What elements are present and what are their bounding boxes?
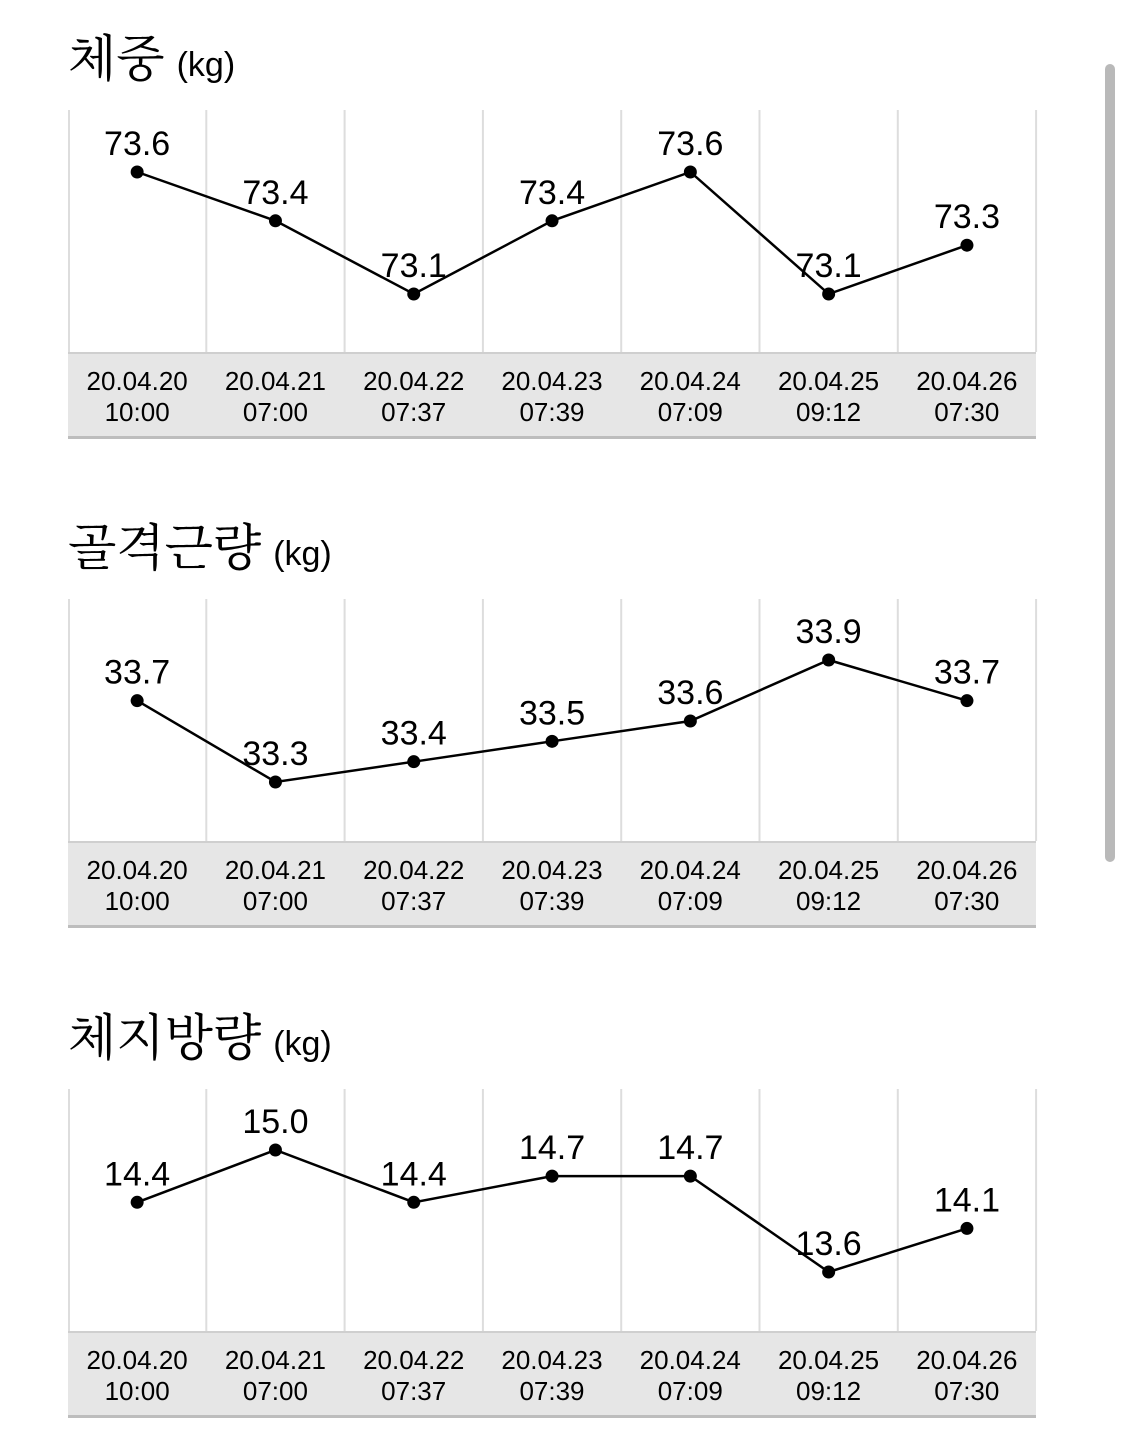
x-tick-label xyxy=(621,1333,759,1415)
data-point xyxy=(684,1170,697,1183)
x-tick-label xyxy=(483,843,621,925)
x-tick-time: 07:00 xyxy=(242,397,308,427)
data-label: 73.3 xyxy=(933,198,1001,237)
data-label: 73.6 xyxy=(104,125,171,163)
data-label: 73.1 xyxy=(795,247,862,285)
x-tick-label xyxy=(759,354,897,436)
x-tick-time: 07:37 xyxy=(381,886,447,916)
data-point xyxy=(269,776,282,789)
data-point xyxy=(546,735,559,748)
x-tick-date: 20.04.26 xyxy=(916,855,1018,885)
data-point xyxy=(960,239,973,252)
x-tick-time: 07:00 xyxy=(242,1376,308,1406)
x-tick-time: 10:00 xyxy=(104,1376,170,1406)
x-tick-time: 07:30 xyxy=(934,886,1000,916)
data-label: 14.4 xyxy=(380,1155,447,1194)
data-label: 33.3 xyxy=(242,735,309,773)
x-tick-label xyxy=(483,354,621,436)
data-point xyxy=(684,715,697,728)
data-point xyxy=(960,694,973,707)
x-tick-label xyxy=(68,1333,206,1415)
x-tick-date: 20.04.25 xyxy=(777,1345,880,1375)
data-point xyxy=(131,694,144,707)
x-tick-time: 07:39 xyxy=(519,886,585,916)
data-label: 14.4 xyxy=(104,1155,171,1194)
data-point xyxy=(407,1196,420,1209)
x-tick-date: 20.04.24 xyxy=(639,366,741,396)
data-label: 33.7 xyxy=(104,653,171,692)
data-point xyxy=(407,755,420,768)
x-tick-date: 20.04.24 xyxy=(639,855,741,885)
x-tick-label xyxy=(621,843,759,925)
chart-unit: (kg) xyxy=(176,46,236,84)
x-tick-date: 20.04.22 xyxy=(363,1345,465,1375)
data-point xyxy=(131,166,144,179)
x-tick-label xyxy=(68,843,206,925)
data-label: 13.6 xyxy=(795,1225,862,1263)
x-tick-label xyxy=(345,843,483,925)
data-label: 14.1 xyxy=(933,1181,1001,1220)
vertical-scrollbar[interactable] xyxy=(1105,64,1115,862)
x-tick-time: 07:30 xyxy=(934,397,1000,427)
chart-unit: (kg) xyxy=(273,535,332,573)
x-tick-date: 20.04.26 xyxy=(916,366,1018,396)
data-label: 73.4 xyxy=(518,173,586,212)
x-tick-date: 20.04.23 xyxy=(501,1345,603,1375)
x-tick-label xyxy=(898,354,1036,436)
x-tick-date: 20.04.22 xyxy=(363,855,465,885)
x-tick-time: 07:37 xyxy=(381,397,447,427)
x-tick-label xyxy=(206,1333,344,1415)
chart-svg xyxy=(68,1089,1036,1331)
chart-title-text: 골격근량 xyxy=(68,519,262,577)
x-tick-time: 07:09 xyxy=(657,397,723,427)
x-tick-label xyxy=(68,354,206,436)
x-tick-time: 07:39 xyxy=(519,1376,585,1406)
skeletal-muscle-line-chart xyxy=(68,599,1036,929)
x-tick-label xyxy=(206,843,344,925)
x-tick-label xyxy=(206,354,344,436)
x-tick-date: 20.04.21 xyxy=(224,855,327,885)
x-tick-time: 07:30 xyxy=(934,1376,1000,1406)
data-point xyxy=(822,288,835,301)
x-tick-time: 09:12 xyxy=(796,397,862,427)
x-tick-time: 09:12 xyxy=(796,1376,862,1406)
data-point xyxy=(822,1266,835,1279)
x-tick-time: 07:09 xyxy=(657,1376,723,1406)
data-point xyxy=(960,1222,973,1235)
data-point xyxy=(407,288,420,301)
x-tick-time: 07:09 xyxy=(657,886,723,916)
data-label: 73.6 xyxy=(657,125,724,163)
x-tick-date: 20.04.23 xyxy=(501,855,603,885)
data-point xyxy=(131,1196,144,1209)
chart-title xyxy=(68,30,236,88)
x-tick-label xyxy=(759,1333,897,1415)
chart-unit: (kg) xyxy=(273,1025,332,1063)
x-tick-date: 20.04.24 xyxy=(639,1345,741,1375)
x-tick-label xyxy=(483,1333,621,1415)
x-tick-label xyxy=(898,843,1036,925)
x-tick-date: 20.04.20 xyxy=(86,1345,188,1375)
data-label: 33.5 xyxy=(518,694,586,733)
x-tick-time: 07:37 xyxy=(381,1376,447,1406)
chart-title-text: 체지방량 xyxy=(68,1009,262,1067)
x-tick-date: 20.04.20 xyxy=(86,366,188,396)
data-label: 14.7 xyxy=(518,1129,586,1168)
x-tick-time: 07:00 xyxy=(242,886,308,916)
x-tick-label xyxy=(621,354,759,436)
data-point xyxy=(822,654,835,667)
data-point xyxy=(269,1144,282,1157)
data-label: 33.4 xyxy=(380,714,447,753)
x-tick-time: 10:00 xyxy=(104,886,170,916)
chart-svg xyxy=(68,110,1036,352)
chart-title xyxy=(68,519,332,577)
x-tick-date: 20.04.26 xyxy=(916,1345,1018,1375)
x-axis xyxy=(68,841,1036,928)
x-tick-date: 20.04.22 xyxy=(363,366,465,396)
x-tick-label xyxy=(759,843,897,925)
data-label: 15.0 xyxy=(242,1103,309,1141)
x-tick-date: 20.04.25 xyxy=(777,855,880,885)
x-tick-date: 20.04.21 xyxy=(224,366,327,396)
x-tick-date: 20.04.23 xyxy=(501,366,603,396)
chart-title-text: 체중 xyxy=(68,30,165,88)
data-point xyxy=(684,166,697,179)
x-tick-date: 20.04.25 xyxy=(777,366,880,396)
x-tick-time: 07:39 xyxy=(519,397,585,427)
weight-line-chart xyxy=(68,110,1036,440)
x-axis xyxy=(68,1331,1036,1418)
data-point xyxy=(546,214,559,227)
chart-svg xyxy=(68,599,1036,841)
x-tick-time: 09:12 xyxy=(796,886,862,916)
data-label: 33.6 xyxy=(657,674,724,712)
data-point xyxy=(546,1170,559,1183)
x-tick-date: 20.04.21 xyxy=(224,1345,327,1375)
x-tick-date: 20.04.20 xyxy=(86,855,188,885)
data-label: 33.7 xyxy=(933,653,1001,692)
data-point xyxy=(269,214,282,227)
data-label: 33.9 xyxy=(795,613,862,651)
x-tick-time: 10:00 xyxy=(104,397,170,427)
x-tick-label xyxy=(898,1333,1036,1415)
data-label: 73.4 xyxy=(242,173,309,212)
x-tick-label xyxy=(345,354,483,436)
x-tick-label xyxy=(345,1333,483,1415)
data-label: 14.7 xyxy=(657,1129,724,1168)
chart-title xyxy=(68,1009,332,1067)
body-fat-line-chart xyxy=(68,1089,1036,1419)
x-axis xyxy=(68,352,1036,439)
data-label: 73.1 xyxy=(380,247,447,285)
